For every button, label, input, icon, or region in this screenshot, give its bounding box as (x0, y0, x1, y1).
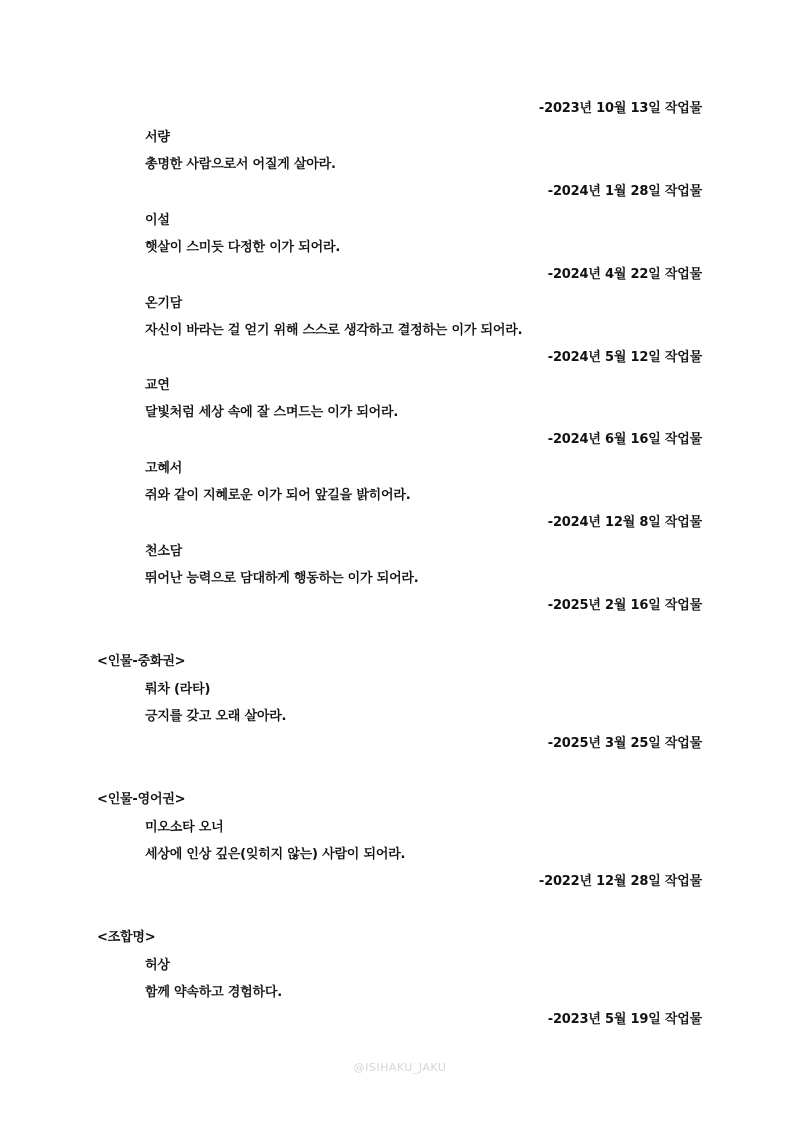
name-meaning: 자신이 바라는 걸 얻기 위해 스스로 생각하고 결정하는 이가 되어라. (145, 323, 523, 338)
date-line: -2024년 5월 12일 작업물 (547, 350, 702, 365)
date-line: -2023년 5월 19일 작업물 (547, 1012, 702, 1027)
watermark: @ISIHAKU_JAKU (353, 1061, 447, 1074)
date-line: -2024년 1월 28일 작업물 (547, 184, 702, 199)
name-title: 교연 (145, 378, 170, 393)
date-line: -2022년 12월 28일 작업물 (538, 874, 702, 889)
date-line: -2025년 2월 16일 작업물 (547, 598, 702, 613)
section-heading: <조합명> (97, 930, 156, 945)
date-line: -2025년 3월 25일 작업물 (547, 736, 702, 751)
section-heading: <인물-영어권> (97, 792, 186, 807)
name-title: 허상 (145, 958, 170, 973)
date-line: -2024년 4월 22일 작업물 (547, 267, 702, 282)
name-title: 고혜서 (145, 461, 183, 476)
name-title: 서량 (145, 130, 170, 145)
name-meaning: 뛰어난 능력으로 담대하게 행동하는 이가 되어라. (145, 571, 419, 586)
name-title: 온기담 (145, 296, 183, 311)
name-title: 이설 (145, 213, 170, 228)
name-meaning: 총명한 사람으로서 어질게 살아라. (145, 157, 336, 172)
section-heading: <인물-중화권> (97, 654, 186, 669)
date-line: -2024년 6월 16일 작업물 (547, 432, 702, 447)
name-title: 뤄차 (라타) (145, 682, 211, 697)
date-line: -2023년 10월 13일 작업물 (538, 101, 702, 116)
name-meaning: 세상에 인상 깊은(잊히지 않는) 사람이 되어라. (145, 847, 406, 862)
name-title: 천소담 (145, 544, 183, 559)
name-meaning: 함께 약속하고 경험하다. (145, 985, 282, 1000)
name-title: 미오소타 오너 (145, 820, 224, 835)
name-meaning: 달빛처럼 세상 속에 잘 스며드는 이가 되어라. (145, 405, 399, 420)
name-meaning: 긍지를 갖고 오래 살아라. (145, 709, 287, 724)
name-meaning: 쥐와 같이 지혜로운 이가 되어 앞길을 밝히어라. (145, 488, 411, 503)
name-meaning: 햇살이 스미듯 다정한 이가 되어라. (145, 240, 341, 255)
date-line: -2024년 12월 8일 작업물 (547, 515, 702, 530)
